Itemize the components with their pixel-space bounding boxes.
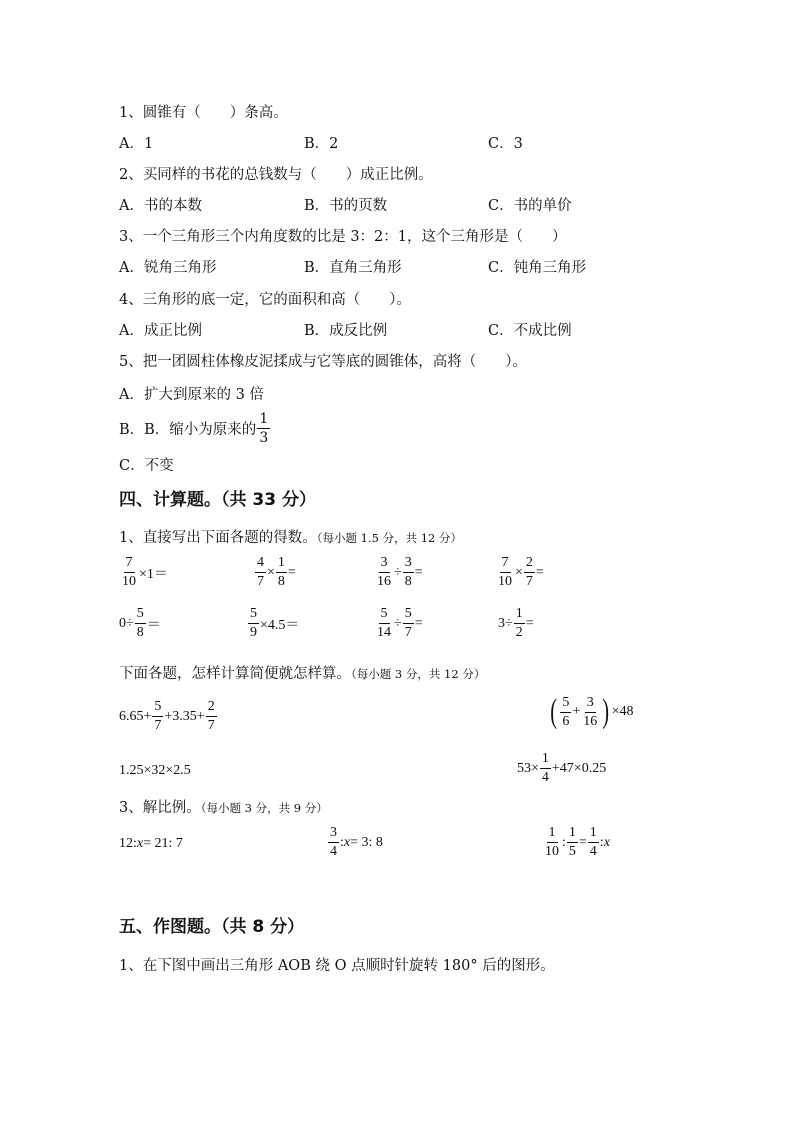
denominator: 9 [250, 625, 257, 640]
simplify-item-2 [548, 695, 633, 729]
simplify-item-3: 1.25×32×2.5 [119, 763, 191, 778]
numerator: 1 [259, 411, 269, 427]
fraction [560, 696, 571, 729]
expr-tail: = [414, 615, 423, 631]
q3-option-b: B．直角三角形 [304, 260, 402, 276]
denominator: 6 [562, 713, 570, 729]
q4-text: 4、三角形的底一定，它的面积和高（ ）。 [119, 292, 411, 308]
fraction [120, 556, 138, 589]
q1-option-b: B．2 [304, 136, 339, 152]
denominator: 8 [277, 574, 285, 589]
section5-part1-text: 1、在下图中画出三角形 AOB 绕 O 点顺时针旋转 180° 后的图形。 [119, 958, 555, 974]
variable-x: x [136, 836, 144, 851]
denominator: 4 [589, 844, 597, 859]
expr-tail: = [525, 615, 534, 631]
q2-option-c: C．书的单价 [488, 198, 572, 214]
colon: : [340, 834, 344, 850]
numerator: 2 [524, 556, 535, 573]
numerator: 7 [124, 556, 135, 573]
numerator: 5 [379, 607, 390, 624]
fraction [276, 556, 287, 589]
fraction [257, 412, 270, 445]
q5-option-c: C．不变 [119, 458, 174, 474]
numerator: 5 [152, 700, 163, 717]
numerator: 3 [379, 556, 390, 573]
expr-tail: = 21: 7 [143, 836, 183, 851]
expr-tail: = [414, 564, 423, 580]
denominator: 10 [545, 844, 559, 859]
expr-tail: = 3: 8 [350, 834, 383, 850]
part2-note: （每小题 3 分，共 12 分） [351, 667, 486, 681]
q1-text: 1、圆锥有（ ）条高。 [119, 105, 288, 121]
fraction [206, 700, 217, 733]
part3-note: （每小题 3 分，共 9 分） [200, 801, 328, 815]
numerator: 1 [540, 752, 551, 769]
numerator: 1 [514, 607, 525, 624]
fraction [328, 826, 339, 859]
section4-part1-heading [119, 528, 462, 548]
section4-part2-heading [119, 664, 485, 684]
direct-item-8 [498, 607, 534, 640]
q5-option-b-label: B．B．缩小为原来的 [119, 422, 257, 438]
denominator: 7 [525, 574, 533, 589]
fraction [248, 607, 259, 640]
direct-item-5 [119, 607, 161, 640]
operator: ÷ [394, 615, 402, 631]
denominator: 7 [404, 625, 412, 640]
part2-text: 下面各题，怎样计算简便就怎样算。 [119, 666, 351, 682]
denominator: 7 [207, 718, 215, 733]
expr-head: 12: [119, 836, 137, 851]
expr-head: 53× [517, 760, 539, 776]
expr-tail: = [535, 564, 544, 580]
q4-option-c: C．不成比例 [488, 323, 572, 339]
section4-title: 四、计算题。（共 33 分） [119, 490, 316, 510]
q1-option-a: A．1 [119, 136, 154, 152]
fraction [524, 556, 535, 589]
denominator: 16 [583, 713, 598, 729]
operator: + [572, 704, 581, 719]
numerator: 3 [585, 696, 596, 713]
numerator: 1 [567, 826, 578, 843]
q3-option-c: C．钝角三角形 [488, 260, 587, 276]
equals: = [578, 834, 587, 850]
expr-head: 6.65+ [119, 708, 152, 724]
denominator: 5 [568, 844, 576, 859]
expr-tail: +47×0.25 [551, 760, 607, 776]
q5-option-b [119, 412, 271, 445]
expr-tail: ×48 [611, 704, 634, 719]
fraction [403, 607, 414, 640]
fraction [543, 826, 561, 859]
expr-head: 3÷ [498, 615, 513, 631]
q1-option-c: C．3 [488, 136, 523, 152]
section4-part3-heading [119, 798, 328, 818]
fraction [135, 607, 146, 640]
denominator: 14 [377, 625, 391, 640]
numerator: 5 [248, 607, 259, 624]
fraction [403, 556, 414, 589]
denominator: 4 [541, 770, 549, 785]
direct-item-3 [374, 556, 423, 589]
section5-title: 五、作图题。（共 8 分） [119, 917, 305, 937]
fraction [567, 826, 578, 859]
denominator: 2 [515, 625, 523, 640]
fraction [375, 607, 393, 640]
right-paren: ) [602, 693, 610, 730]
proportion-item-2 [327, 826, 383, 859]
variable-x: x [603, 834, 610, 850]
part3-text: 3、解比例。 [119, 800, 201, 816]
q4-option-a: A．成正比例 [119, 323, 202, 339]
q3-text: 3、一个三角形三个内角度数的比是 3：2：1，这个三角形是（ ） [119, 229, 567, 245]
q5-text: 5、把一团圆柱体橡皮泥揉成与它等底的圆锥体，高将（ ）。 [119, 354, 527, 370]
denominator: 10 [498, 574, 512, 589]
expr-tail: ×1＝ [139, 566, 168, 582]
denominator: 8 [404, 574, 412, 589]
fraction [514, 607, 525, 640]
numerator: 5 [135, 607, 146, 624]
fraction [581, 696, 599, 729]
fraction [375, 556, 393, 589]
numerator: 4 [255, 556, 266, 573]
numerator: 3 [328, 826, 339, 843]
expr-head: 0÷ [119, 615, 134, 631]
simplify-item-4 [517, 752, 606, 785]
expr-tail: ×4.5＝ [260, 617, 300, 633]
numerator: 3 [403, 556, 414, 573]
colon: : [562, 834, 566, 850]
operator: ÷ [394, 564, 402, 580]
expr-tail: = [287, 564, 296, 580]
part1-text: 1、直接写出下面各题的得数。 [119, 530, 317, 546]
q2-option-b: B．书的页数 [304, 198, 388, 214]
denominator: 8 [136, 625, 144, 640]
q2-text: 2、买同样的书花的总钱数与（ ）成正比例。 [119, 167, 433, 183]
direct-item-1 [119, 556, 168, 589]
direct-item-2 [254, 556, 296, 589]
fraction [588, 826, 599, 859]
direct-item-4 [495, 556, 544, 589]
denominator: 4 [330, 844, 337, 859]
numerator: 5 [403, 607, 414, 624]
fraction [255, 556, 266, 589]
operator: × [267, 564, 275, 580]
denominator: 7 [257, 574, 264, 589]
denominator: 3 [259, 430, 269, 446]
colon: : [599, 834, 604, 850]
q5-option-a: A．扩大到原来的 3 倍 [119, 387, 264, 403]
expr-tail: ＝ [146, 617, 161, 633]
operator: × [515, 564, 523, 580]
fraction [152, 700, 163, 733]
direct-item-7 [374, 607, 423, 640]
left-paren: ( [550, 693, 558, 730]
simplify-item-1 [119, 700, 218, 733]
fraction [496, 556, 514, 589]
proportion-item-1 [119, 836, 183, 852]
numerator: 1 [547, 826, 558, 843]
direct-item-6 [247, 607, 299, 640]
denominator: 16 [377, 574, 391, 589]
fraction [540, 752, 551, 785]
variable-x: x [343, 834, 351, 850]
proportion-item-3 [542, 826, 610, 859]
q3-option-a: A．锐角三角形 [119, 260, 217, 276]
numerator: 2 [206, 700, 217, 717]
numerator: 7 [500, 556, 511, 573]
denominator: 7 [154, 718, 162, 733]
numerator: 5 [560, 696, 571, 713]
denominator: 10 [122, 574, 136, 589]
q2-option-a: A．书的本数 [119, 198, 202, 214]
q4-option-b: B．成反比例 [304, 323, 388, 339]
numerator: 1 [276, 556, 287, 573]
expr-mid: +3.35+ [164, 708, 205, 724]
part1-note: （每小题 1.5 分，共 12 分） [316, 531, 463, 545]
numerator: 1 [588, 826, 599, 843]
